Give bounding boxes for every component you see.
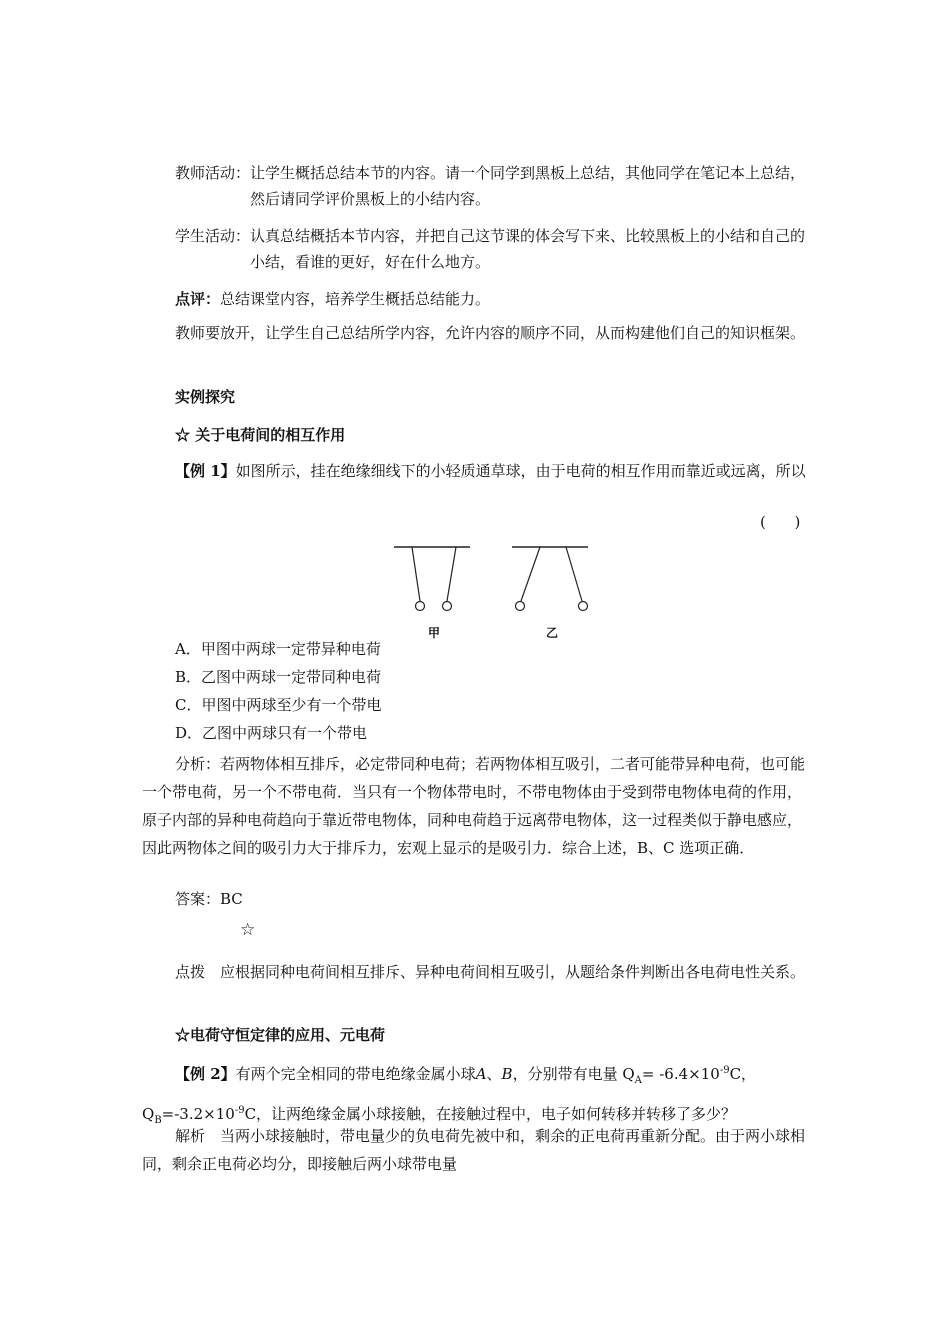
text-mid: ，分别带有电量 Q (512, 1065, 635, 1083)
student-activity (175, 223, 807, 275)
unit-a: C，Q (142, 1065, 757, 1123)
option-d: D．乙图中两球只有一个带电 (175, 724, 368, 742)
sub-b: B (154, 1115, 162, 1126)
figure-a-ball-left (416, 602, 425, 611)
exp-a: -9 (719, 1065, 730, 1076)
figure-b-ball-right (579, 602, 588, 611)
option-c: C．甲图中两球至少有一个带电 (175, 696, 382, 714)
sep: 、 (486, 1065, 502, 1083)
exp-b: -9 (234, 1105, 245, 1116)
figure-label-a: 甲 (428, 626, 441, 640)
figure-label-b: 乙 (546, 626, 559, 640)
val-b: =-3.2×10 (161, 1105, 235, 1123)
teacher-activity (175, 160, 807, 212)
student-activity-text: 认真总结概括本节内容，并把自己这节课的体会写下来、比较黑板上的小结和自己的小结，看谁的更好，好在什么地方。 (250, 227, 806, 271)
example-2-label: 【例 2】 (175, 1065, 236, 1083)
figure-a-string-right (447, 547, 456, 601)
var-b: B (501, 1065, 513, 1083)
star-icon: ☆ (240, 920, 256, 940)
figure-b-string-left (521, 547, 540, 601)
topic-2-heading: ☆电荷守恒定律的应用、元电荷 (175, 1026, 386, 1044)
comment-label: 点评： (175, 290, 221, 308)
example-1-tip: 点拨 应根据同种电荷间相互排斥、异种电荷间相互吸引，从题给条件判断出各电荷电性关系。 (175, 963, 806, 981)
example-2-solution: 解析 当两小球接触时，带电量少的负电荷先被中和，剩余的正电荷再重新分配。由于两小球相同，剩余正电荷必均分，即接触后两小球带电量 (142, 1127, 806, 1173)
example-1-text: 如图所示，挂在绝缘细线下的小轻质通草球，由于电荷的相互作用而靠近或远离，所以 (235, 462, 806, 480)
answer-bracket: ( ) (760, 513, 801, 531)
example-1-analysis: 分析：若两物体相互排斥，必定带同种电荷；若两物体相互吸引，二者可能带异种电荷，也可能一个带电荷，另一个不带电荷．当只有一个物体带电时，不带电物体由于受到带电物体电荷的作用，原子内部的异种电荷趋向于靠近带电物体，同种电荷趋于远离带电物体，这一过程类似于静电感应，因此两物体之间的吸引力大于排斥力，宏观上显示的是吸引力．综合上述，B、C 选项正确． (142, 755, 806, 857)
figure-b-ball-left (516, 602, 525, 611)
option-a: A．甲图中两球一定带异种电荷 (175, 640, 381, 658)
val-a: = -6.4×10 (641, 1065, 720, 1083)
teacher-note: 教师要放开，让学生自己总结所学内容，允许内容的顺序不同，从而构建他们自己的知识框架。 (175, 324, 806, 342)
example-1-answer: 答案：BC (175, 890, 243, 908)
example-1-label: 【例 1】 (175, 462, 236, 480)
option-b: B．乙图中两球一定带同种电荷 (175, 668, 382, 686)
figure-a-string-left (412, 547, 420, 601)
sub-a: A (634, 1075, 642, 1086)
example-1-question (142, 458, 807, 484)
figure-a-ball-right (443, 602, 452, 611)
section-title: 实例探究 (175, 388, 236, 406)
var-a: A (475, 1065, 487, 1083)
comment-text: 总结课堂内容，培养学生概括总结能力。 (220, 290, 491, 308)
teacher-activity-label: 教师活动： (175, 164, 251, 182)
pendulum-figure (390, 540, 600, 640)
teacher-activity-text: 让学生概括总结本节的内容。请一个同学到黑板上总结，其他同学在笔记本上总结，然后请同学评价黑板上的小结内容。 (250, 164, 806, 208)
example-2-text-before: 有两个完全相同的带电绝缘金属小球 (235, 1065, 476, 1083)
comment (175, 286, 807, 312)
figure-b-string-right (566, 547, 582, 601)
text-after: C，让两绝缘金属小球接触，在接触过程中，电子如何转移并转移了多少？ (244, 1105, 737, 1123)
topic-1-heading: ☆ 关于电荷间的相互作用 (175, 426, 346, 444)
student-activity-label: 学生活动： (175, 227, 251, 245)
